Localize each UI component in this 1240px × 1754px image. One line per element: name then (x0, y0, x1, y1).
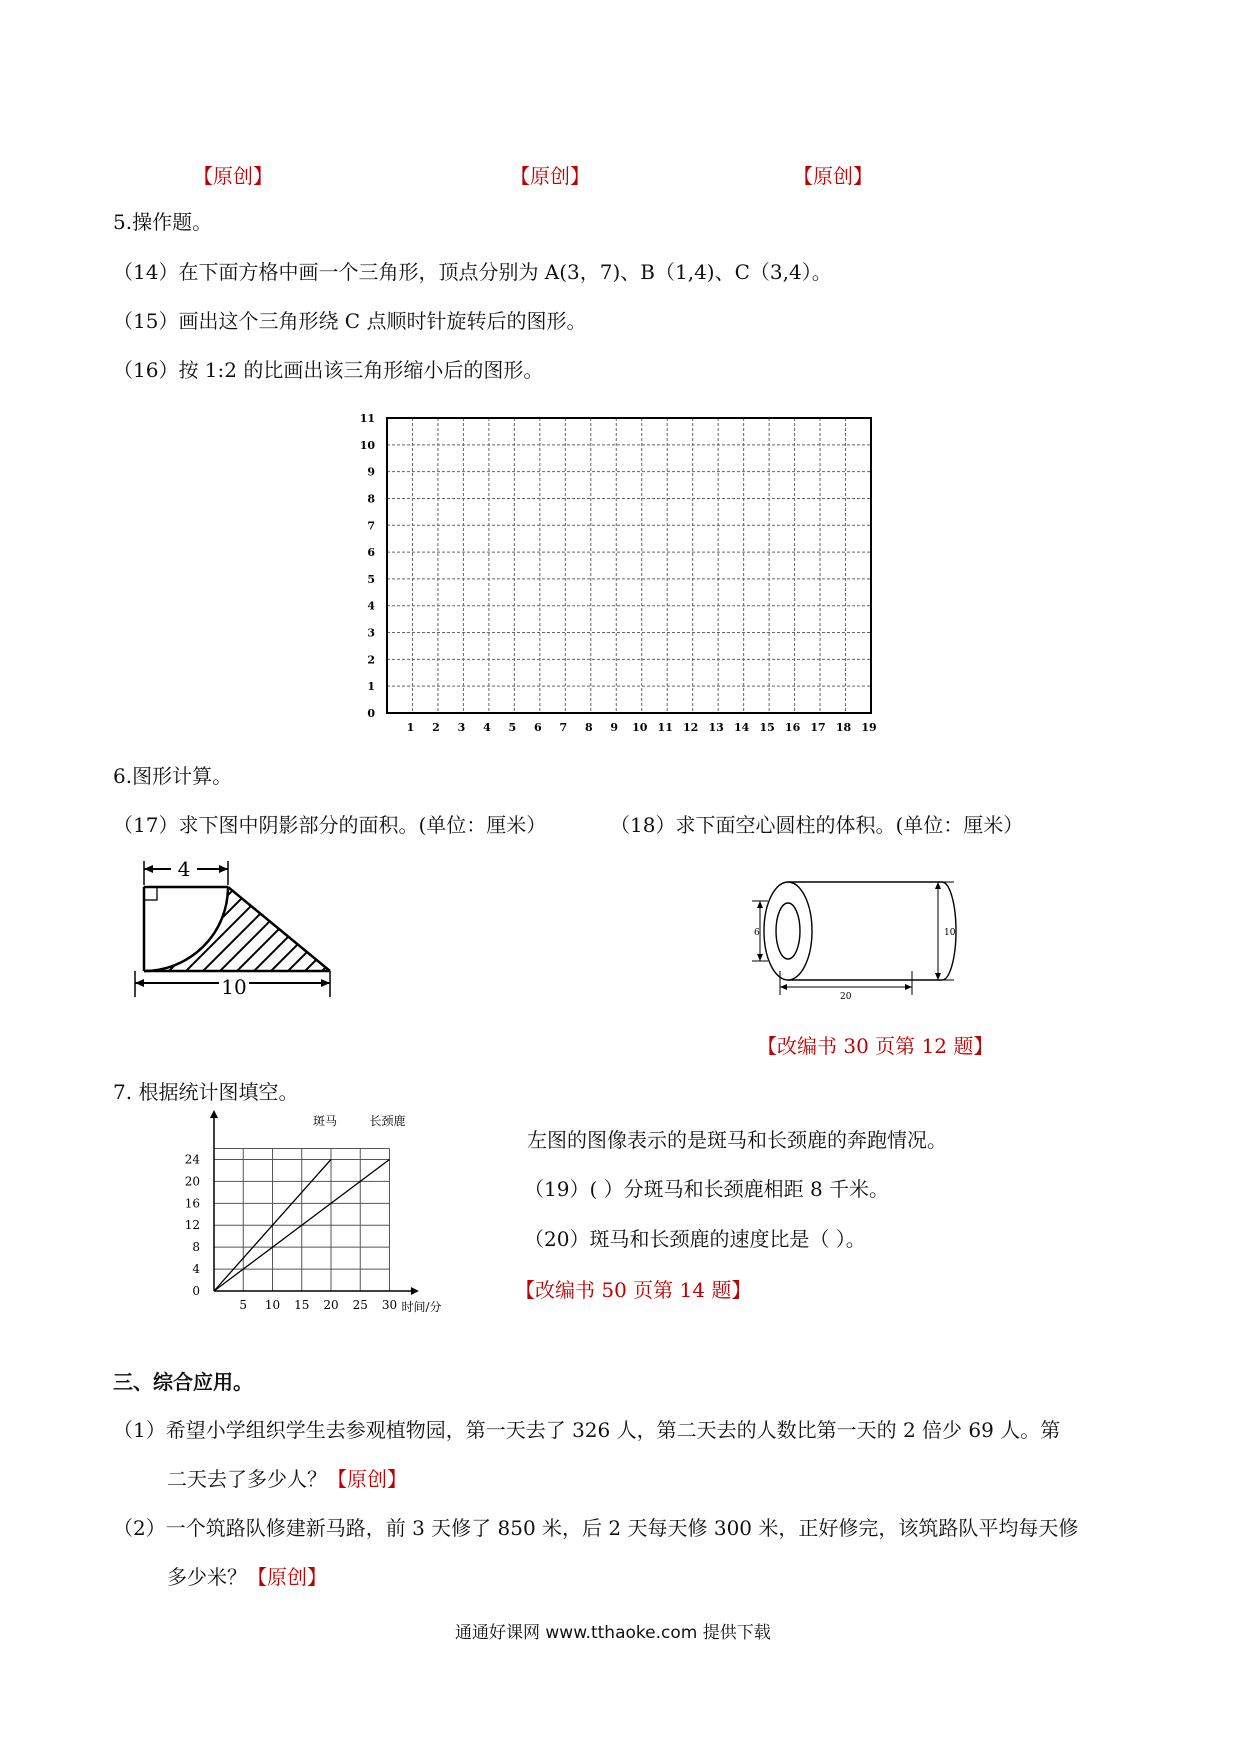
x-axis-arrow (411, 1287, 419, 1295)
grid-x-label: 6 (534, 721, 542, 734)
dimension-label-bottom: 10 (221, 975, 247, 999)
chart-grid (214, 1149, 390, 1291)
question-18: （18）求下面空心圆柱的体积。(单位：厘米） (610, 813, 1024, 837)
series-label-giraffe: 长颈鹿 (369, 1114, 406, 1128)
right-angle-mark (144, 887, 157, 900)
chart-x-tick: 5 (239, 1298, 248, 1312)
source-tag-book-50: 【改编书 50 页第 14 题】 (515, 1278, 752, 1302)
question-17: （17）求下图中阴影部分的面积。(单位：厘米） (113, 813, 547, 837)
chart-x-label: 时间/分 (401, 1300, 442, 1314)
question-15: （15）画出这个三角形绕 C 点顺时针旋转后的图形。 (113, 309, 587, 333)
problem-2-line-1: （2）一个筑路队修建新马路，前 3 天修了 850 米，后 2 天每天修 300 米，正好修完，该筑路队平均每天修 (113, 1516, 1079, 1540)
grid-x-label: 2 (432, 721, 440, 734)
grid-y-label: 0 (367, 707, 375, 720)
grid-x-label: 14 (733, 721, 750, 734)
question-16: （16）按 1:2 的比画出该三角形缩小后的图形。 (113, 358, 544, 382)
length-label: 20 (840, 992, 852, 1002)
grid-x-label: 16 (784, 721, 801, 734)
chart-y-tick: 0 (192, 1284, 200, 1298)
chart-y-tick: 16 (184, 1196, 200, 1211)
grid-y-label: 3 (367, 626, 375, 640)
hatch-line (325, 855, 345, 985)
source-tag-original-4: 【原创】 (327, 1467, 407, 1491)
dimension-label-top: 4 (177, 857, 191, 881)
chart-y-tick: 8 (192, 1240, 200, 1255)
hatch-line (257, 855, 345, 985)
hollow-cylinder-figure (732, 870, 962, 1005)
grid-y-label: 6 (367, 546, 375, 560)
source-tag-book-30: 【改编书 30 页第 12 题】 (757, 1034, 994, 1058)
grid-x-label: 19 (861, 721, 877, 734)
grid-y-label: 5 (367, 572, 375, 586)
chart-tick-labels (185, 1152, 442, 1314)
hatch-line (342, 855, 345, 985)
problem-1-line-2 (167, 1465, 407, 1493)
source-tag-original-5: 【原创】 (247, 1565, 327, 1589)
chart-description: 左图的图像表示的是斑马和长颈鹿的奔跑情况。 (527, 1128, 947, 1152)
grid-x-label: 15 (759, 721, 775, 734)
chart-x-tick: 30 (381, 1298, 398, 1312)
chart-x-tick: 10 (264, 1298, 281, 1312)
inner-diameter-label: 6 (754, 928, 760, 938)
chart-y-tick: 12 (184, 1218, 200, 1233)
y-axis-arrow (210, 1110, 218, 1118)
grid-x-label: 3 (457, 721, 466, 734)
chart-x-tick: 25 (352, 1298, 368, 1312)
hatch-line (189, 855, 319, 985)
grid-x-label: 1 (406, 721, 415, 734)
grid-y-label: 8 (367, 492, 375, 506)
source-tag-original-3: 【原创】 (793, 164, 873, 188)
hatch-line (125, 855, 149, 985)
grid-x-label: 13 (708, 721, 724, 734)
grid-x-label: 12 (683, 721, 699, 734)
hatch-line (125, 855, 132, 985)
hatch-line (291, 855, 345, 985)
grid-y-label: 11 (359, 412, 375, 425)
section-3-title: 三、综合应用。 (113, 1370, 253, 1394)
problem-2-text: 多少米？ (167, 1565, 247, 1589)
problem-2-line-2 (167, 1563, 327, 1591)
hatch-line (223, 855, 345, 985)
grid-x-label: 8 (584, 721, 593, 734)
hatch-line (125, 855, 166, 985)
source-tag-original-2: 【原创】 (510, 164, 590, 188)
chart-x-tick: 20 (323, 1298, 339, 1312)
grid-x-label: 4 (483, 721, 491, 734)
problem-1-text: 二天去了多少人？ (167, 1467, 327, 1491)
section-7-title: 7. 根据统计图填空。 (113, 1080, 299, 1104)
outer-diameter-label: 10 (944, 928, 956, 938)
chart-y-tick: 24 (184, 1152, 200, 1167)
grid-y-label: 4 (367, 599, 375, 613)
grid-y-labels (360, 412, 376, 720)
shaded-area-figure (125, 855, 345, 1005)
chart-y-tick: 4 (192, 1262, 200, 1277)
speed-line-chart (180, 1110, 480, 1325)
grid-x-label: 5 (508, 721, 517, 734)
chart-series (214, 1113, 406, 1291)
hatch-line (138, 855, 268, 985)
grid-x-label: 17 (810, 721, 826, 734)
question-14: （14）在下面方格中画一个三角形，顶点分别为 A(3，7)、B（1,4)、C（3,4）。 (113, 260, 832, 284)
footer-text: 通通好课网 www.tthaoke.com 提供下载 (455, 1623, 771, 1643)
hatch-line (308, 855, 345, 985)
series-label-zebra: 斑马 (312, 1114, 338, 1128)
coordinate-grid (355, 405, 895, 735)
chart-y-tick: 20 (184, 1174, 200, 1189)
grid-x-label: 7 (559, 721, 568, 734)
grid-x-label: 10 (632, 721, 648, 734)
grid-y-label: 1 (367, 680, 375, 694)
grid-y-label: 9 (367, 465, 375, 479)
grid-x-label: 9 (610, 721, 619, 734)
hatch-pattern (125, 855, 345, 985)
grid-x-label: 18 (835, 721, 852, 734)
section-5-title: 5.操作题。 (113, 210, 213, 234)
hatch-line (206, 855, 336, 985)
section-6-title: 6.图形计算。 (113, 764, 233, 788)
source-tag-original-1: 【原创】 (193, 164, 273, 188)
question-20: （20）斑马和长颈鹿的速度比是（ ）。 (524, 1227, 866, 1251)
grid-frame (387, 418, 871, 713)
grid-y-label: 10 (359, 438, 375, 452)
grid-y-label: 7 (367, 519, 375, 533)
grid-x-labels (407, 721, 877, 734)
grid-y-label: 2 (367, 653, 375, 667)
grid-lines (387, 418, 871, 713)
chart-axes (210, 1110, 419, 1295)
grid-x-label: 11 (657, 721, 673, 734)
problem-1-line-1: （1）希望小学组织学生去参观植物园，第一天去了 326 人，第二天去的人数比第一天的 2 倍少 69 人。第 (113, 1418, 1061, 1442)
question-19: （19）( ）分斑马和长颈鹿相距 8 千米。 (524, 1177, 890, 1201)
chart-x-tick: 15 (294, 1298, 310, 1312)
